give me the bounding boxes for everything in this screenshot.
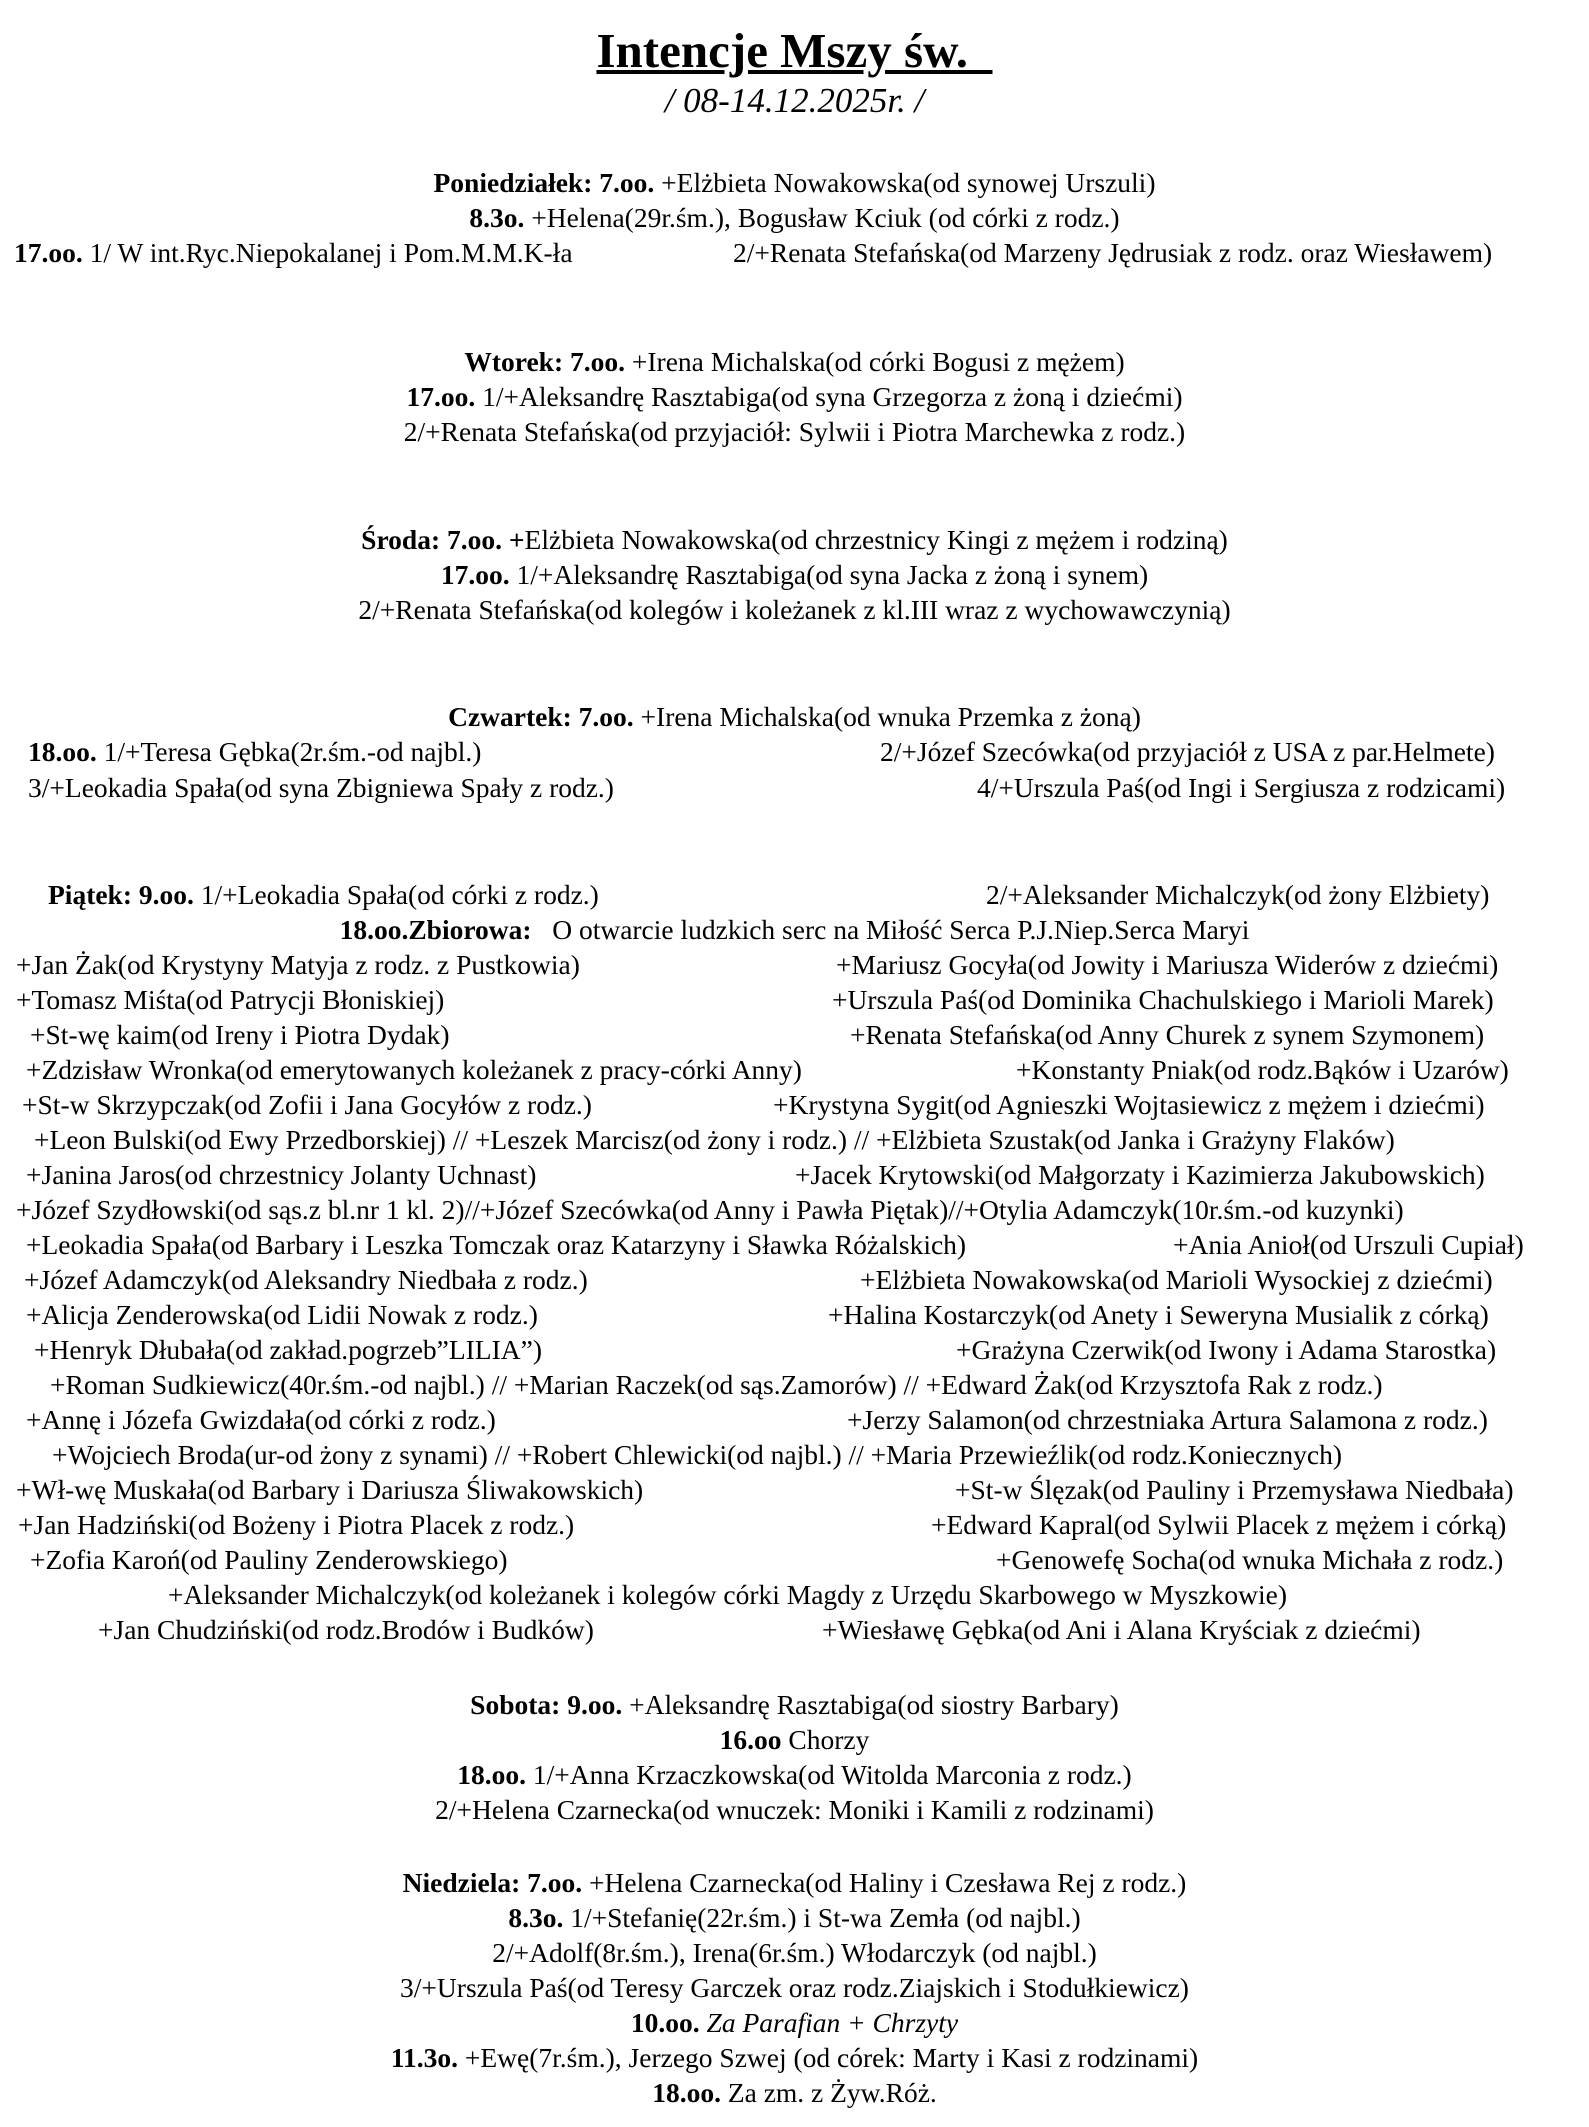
friday-line-1a (48, 878, 599, 912)
page-title: Intencje Mszy św. (596, 23, 993, 78)
friday-row-1b: +Mariusz Gocyła(od Jowity i Mariusza Widerów z dziećmi) (836, 949, 1499, 980)
friday-row-9b: +Ania Anioł(od Urszuli Cupiał) (1173, 1229, 1524, 1260)
friday-row-4a: +Zdzisław Wronka(od emerytowanych koleżanek z pracy-córki Anny) (26, 1054, 802, 1085)
thursday-time-2: 18.oo. (28, 736, 97, 767)
sunday-line-5 (0, 2006, 1589, 2040)
saturday-day-time: Sobota: 9.oo. (470, 1689, 623, 1720)
friday-row-8: +Józef Szydłowski(od sąs.z bl.nr 1 kl. 2)//+Józef Szecówka(od Anny i Pawła Piętak)//+Otylia Adamczyk(10r.śm.-od kuzynki) (16, 1194, 1404, 1225)
sunday-line-1 (0, 1866, 1589, 1900)
saturday-line-2 (0, 1723, 1589, 1757)
friday-row-18a: +Zofia Karoń(od Pauliny Zenderowskiego) (30, 1544, 508, 1575)
thursday-line-2a (28, 735, 481, 769)
sunday-intention: +Helena Czarnecka(od Haliny i Czesława Rej z rodz.) (589, 1867, 1187, 1898)
friday-row-1a: +Jan Żak(od Krystyny Matyja z rodz. z Pustkowia) (16, 949, 580, 980)
tuesday-line-1 (0, 345, 1589, 379)
saturday-line-4: 2/+Helena Czarnecka(od wnuczek: Moniki i Kamili z rodzinami) (435, 1794, 1154, 1825)
monday-line-3a (14, 236, 573, 270)
saturday-time-2: 16.oo (719, 1724, 782, 1755)
sunday-time-5: 10.oo. (630, 2007, 700, 2038)
saturday-line-1 (0, 1688, 1589, 1722)
saturday-intention-3: 1/+Anna Krzaczkowska(od Witolda Marconia z rodz.) (532, 1759, 1132, 1790)
sunday-line-7 (0, 2076, 1589, 2110)
friday-row-7a: +Janina Jaros(od chrzestnicy Jolanty Uchnast) (26, 1159, 537, 1190)
friday-time-2: 18.oo.Zbiorowa: (339, 914, 532, 945)
wednesday-line-2 (0, 558, 1589, 592)
friday-row-15: +Wojciech Broda(ur-od żony z synami) // +Robert Chlewicki(od najbl.) // +Maria Przewieźlik(od rodz.Koniecznych) (52, 1439, 1343, 1470)
friday-row-3a: +St-wę kaim(od Ireny i Piotra Dydak) (30, 1019, 450, 1050)
friday-row-17b: +Edward Kapral(od Sylwii Placek z mężem i córką) (931, 1509, 1507, 1540)
sunday-line-4: 3/+Urszula Paś(od Teresy Garczek oraz rodz.Ziajskich i Stodułkiewicz) (400, 1972, 1189, 2003)
sunday-line-3: 2/+Adolf(8r.śm.), Irena(6r.śm.) Włodarczyk (od najbl.) (492, 1937, 1097, 1968)
friday-row-11b: +Halina Kostarczyk(od Anety i Seweryna Musialik z córką) (828, 1299, 1489, 1330)
friday-row-6: +Leon Bulski(od Ewy Przedborskiej) // +Leszek Marcisz(od żony i rodz.) // +Elżbieta Szustak(od Janka i Grażyny Flaków) (34, 1124, 1395, 1155)
tuesday-time-2: 17.oo. (406, 381, 476, 412)
monday-time-3: 17.oo. (14, 237, 83, 268)
thursday-line-1 (0, 700, 1589, 734)
friday-row-12b: +Grażyna Czerwik(od Iwony i Adama Starostka) (956, 1334, 1497, 1365)
saturday-intention: +Aleksandrę Rasztabiga(od siostry Barbary) (629, 1689, 1119, 1720)
friday-row-13: +Roman Sudkiewicz(40r.śm.-od najbl.) // +Marian Raczek(od sąs.Zamorów) // +Edward Żak(od Krzysztofa Rak z rodz.) (50, 1369, 1383, 1400)
sunday-line-6 (0, 2041, 1589, 2075)
saturday-time-3: 18.oo. (457, 1759, 527, 1790)
friday-row-20a: +Jan Chudziński(od rodz.Brodów i Budków) (98, 1614, 594, 1645)
friday-row-11a: +Alicja Zenderowska(od Lidii Nowak z rodz.) (26, 1299, 538, 1330)
tuesday-line-2 (0, 380, 1589, 414)
friday-row-4b: +Konstanty Pniak(od rodz.Bąków i Uzarów) (1016, 1054, 1509, 1085)
saturday-intention-2: Chorzy (788, 1724, 870, 1755)
friday-row-9a: +Leokadia Spała(od Barbary i Leszka Tomczak oraz Katarzyny i Sławka Różalskich) (26, 1229, 967, 1260)
monday-time-2: 8.3o. (469, 202, 525, 233)
sunday-time-7: 18.oo. (652, 2077, 721, 2108)
friday-row-17a: +Jan Hadziński(od Bożeny i Piotra Placek z rodz.) (18, 1509, 575, 1540)
friday-row-14a: +Annę i Józefa Gwizdała(od córki z rodz.) (26, 1404, 496, 1435)
friday-row-18b: +Genowefę Socha(od wnuka Michała z rodz.) (996, 1544, 1504, 1575)
friday-row-10a: +Józef Adamczyk(od Aleksandry Niedbała z rodz.) (24, 1264, 588, 1295)
wednesday-day-time: Środa: 7.oo. + (361, 524, 525, 555)
thursday-day-time: Czwartek: 7.oo. (448, 701, 634, 732)
sunday-time-6: 11.3o. (390, 2042, 458, 2073)
thursday-line-3a: 3/+Leokadia Spała(od syna Zbigniewa Spały z rodz.) (28, 772, 614, 803)
monday-intention-3a: 1/ W int.Ryc.Niepokalanej i Pom.M.M.K-ła (89, 237, 573, 268)
tuesday-line-3: 2/+Renata Stefańska(od przyjaciół: Sylwii i Piotra Marchewka z rodz.) (403, 416, 1186, 447)
friday-row-19: +Aleksander Michalczyk(od koleżanek i kolegów córki Magdy z Urzędu Skarbowego w Myszkowie) (168, 1579, 1287, 1610)
thursday-intention-2a: 1/+Teresa Gębka(2r.śm.-od najbl.) (103, 736, 482, 767)
friday-row-10b: +Elżbieta Nowakowska(od Marioli Wysockiej z dziećmi) (860, 1264, 1493, 1295)
friday-line-2 (0, 913, 1589, 947)
tuesday-intention: +Irena Michalska(od córki Bogusi z mężem) (631, 346, 1125, 377)
monday-intention: +Elżbieta Nowakowska(od synowej Urszuli) (661, 167, 1156, 198)
friday-row-7b: +Jacek Krytowski(od Małgorzaty i Kazimierza Jakubowskich) (795, 1159, 1485, 1190)
friday-day-time: Piątek: 9.oo. (48, 879, 194, 910)
saturday-line-3 (0, 1758, 1589, 1792)
sunday-time-2: 8.3o. (508, 1902, 564, 1933)
thursday-line-2b: 2/+Józef Szecówka(od przyjaciół z USA z par.Helmete) (880, 736, 1495, 767)
friday-row-5b: +Krystyna Sygit(od Agnieszki Wojtasiewicz z mężem i dziećmi) (773, 1089, 1485, 1120)
sunday-day-time: Niedziela: 7.oo. (402, 1867, 583, 1898)
monday-line-1 (0, 166, 1589, 200)
friday-row-3b: +Renata Stefańska(od Anny Churek z synem Szymonem) (850, 1019, 1485, 1050)
sunday-intention-6: +Ewę(7r.śm.), Jerzego Szwej (od córek: Marty i Kasi z rodzinami) (464, 2042, 1199, 2073)
sunday-intention-5: Za Parafian + Chrzyty (706, 2007, 959, 2038)
sunday-intention-7: Za zm. z Żyw.Róż. (727, 2077, 937, 2108)
tuesday-intention-2: 1/+Aleksandrę Rasztabiga(od syna Grzegorza z żoną i dziećmi) (482, 381, 1183, 412)
friday-row-5a: +St-w Skrzypczak(od Zofii i Jana Gocyłów z rodz.) (22, 1089, 592, 1120)
sunday-line-2 (0, 1901, 1589, 1935)
monday-day-time: Poniedziałek: 7.oo. (433, 167, 655, 198)
wednesday-line-3: 2/+Renata Stefańska(od kolegów i koleżanek z kl.III wraz z wychowawczynią) (358, 594, 1231, 625)
monday-line-3b: 2/+Renata Stefańska(od Marzeny Jędrusiak z rodz. oraz Wiesławem) (733, 237, 1493, 268)
friday-row-2b: +Urszula Paś(od Dominika Chachulskiego i Marioli Marek) (832, 984, 1494, 1015)
thursday-intention: +Irena Michalska(od wnuka Przemka z żoną) (640, 701, 1141, 732)
monday-intention-2: +Helena(29r.śm.), Bogusław Kciuk (od córki z rodz.) (531, 202, 1120, 233)
friday-row-14b: +Jerzy Salamon(od chrzestniaka Artura Salamona z rodz.) (847, 1404, 1488, 1435)
friday-row-20b: +Wiesławę Gębka(od Ani i Alana Kryściak z dziećmi) (822, 1614, 1421, 1645)
wednesday-time-2: 17.oo. (440, 559, 510, 590)
friday-intention-1a: 1/+Leokadia Spała(od córki z rodz.) (200, 879, 599, 910)
tuesday-day-time: Wtorek: 7.oo. (464, 346, 625, 377)
wednesday-intention: Elżbieta Nowakowska(od chrzestnicy Kingi z mężem i rodziną) (524, 524, 1228, 555)
friday-row-12a: +Henryk Dłubała(od zakład.pogrzeb”LILIA”) (34, 1334, 542, 1365)
friday-row-16b: +St-w Ślęzak(od Pauliny i Przemysława Niedbała) (955, 1474, 1514, 1505)
wednesday-intention-2: 1/+Aleksandrę Rasztabiga(od syna Jacka z żoną i synem) (516, 559, 1149, 590)
date-range: / 08-14.12.2025r. / (664, 81, 925, 120)
monday-line-2 (0, 201, 1589, 235)
thursday-line-3b: 4/+Urszula Paś(od Ingi i Sergiusza z rodzicami) (977, 772, 1506, 803)
friday-intention-2: O otwarcie ludzkich serc na Miłość Serca P.J.Niep.Serca Maryi (552, 914, 1250, 945)
wednesday-line-1 (0, 523, 1589, 557)
sunday-intention-2: 1/+Stefanię(22r.śm.) i St-wa Zemła (od najbl.) (570, 1902, 1081, 1933)
friday-line-1b: 2/+Aleksander Michalczyk(od żony Elżbiety) (986, 879, 1490, 910)
friday-row-16a: +Wł-wę Muskała(od Barbary i Dariusza Śliwakowskich) (16, 1474, 644, 1505)
friday-row-2a: +Tomasz Miśta(od Patrycji Błoniskiej) (16, 984, 445, 1015)
